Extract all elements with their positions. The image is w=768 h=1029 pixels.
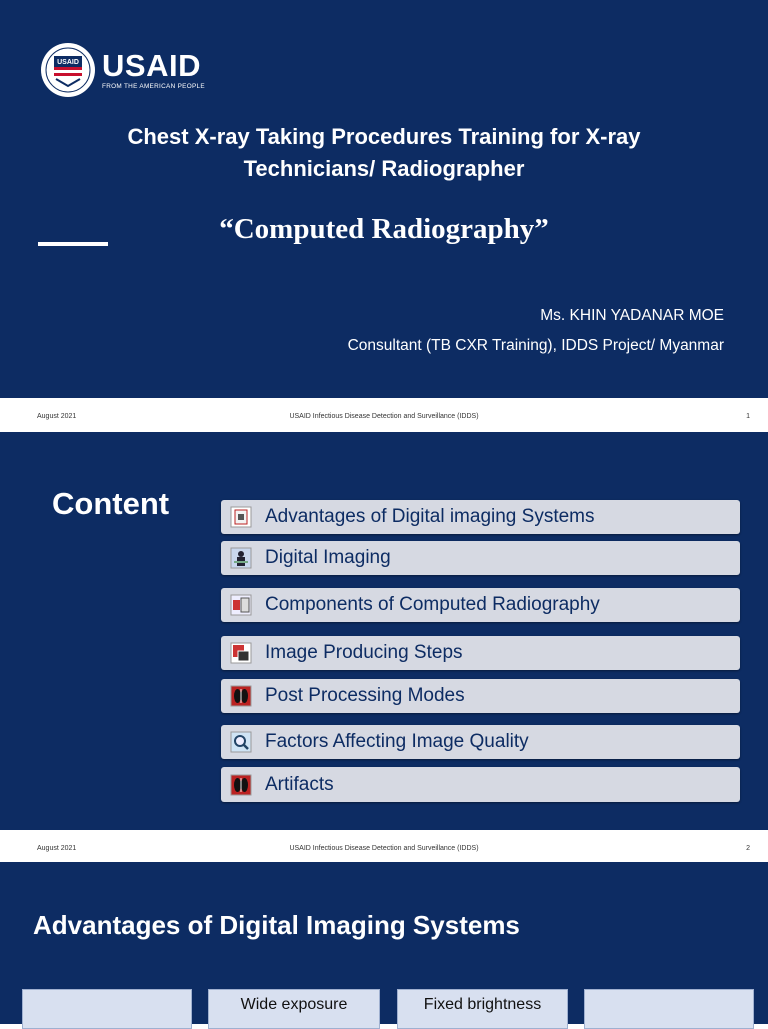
content-item-label: Factors Affecting Image Quality xyxy=(265,731,529,752)
footer-date: August 2021 xyxy=(37,845,77,852)
scanner-icon xyxy=(230,594,252,616)
author-role: Consultant (TB CXR Training), IDDS Project/ Myanmar xyxy=(347,337,724,354)
magnifier-icon xyxy=(230,731,252,753)
content-item-image-quality[interactable] xyxy=(221,725,740,759)
person-icon xyxy=(230,547,252,569)
footer-date: August 2021 xyxy=(37,413,77,420)
advantage-box xyxy=(22,989,192,1029)
slide-footer xyxy=(0,402,768,432)
xray-lungs-icon xyxy=(230,685,252,707)
content-item-post-processing[interactable] xyxy=(221,679,740,713)
content-item-label: Image Producing Steps xyxy=(265,642,463,663)
advantage-box-fixed-brightness: Fixed brightness xyxy=(397,989,568,1029)
content-item-label: Components of Computed Radiography xyxy=(265,594,600,615)
title-line-1: Chest X-ray Taking Procedures Training for X-ray xyxy=(127,124,641,149)
content-heading: Content xyxy=(52,486,170,521)
document-icon xyxy=(230,506,252,528)
advantages-heading: Advantages of Digital Imaging Systems xyxy=(33,910,520,940)
logo-tagline: FROM THE AMERICAN PEOPLE xyxy=(102,82,205,90)
advantage-box xyxy=(584,989,754,1029)
presentation-title xyxy=(60,121,708,185)
monitor-icon xyxy=(230,642,252,664)
presentation-subtitle: “Computed Radiography” xyxy=(219,213,549,245)
content-item-advantages[interactable] xyxy=(221,500,740,534)
content-item-label: Post Processing Modes xyxy=(265,685,465,706)
content-item-artifacts[interactable] xyxy=(221,767,740,802)
content-item-components[interactable] xyxy=(221,588,740,622)
footer-center: USAID Infectious Disease Detection and Surveillance (IDDS) xyxy=(289,413,479,420)
content-item-digital-imaging[interactable] xyxy=(221,541,740,575)
footer-center: USAID Infectious Disease Detection and Surveillance (IDDS) xyxy=(289,845,479,852)
advantage-box-wide-exposure: Wide exposure xyxy=(208,989,380,1029)
footer-page-number: 2 xyxy=(746,845,750,852)
author-name: Ms. KHIN YADANAR MOE xyxy=(540,307,724,324)
svg-text:USAID: USAID xyxy=(57,59,79,66)
xray-lungs-icon xyxy=(230,774,252,796)
content-item-label: Digital Imaging xyxy=(265,547,391,568)
content-item-label: Artifacts xyxy=(265,773,334,795)
title-line-2: Technicians/ Radiographer xyxy=(243,156,525,181)
title-slide xyxy=(0,0,768,398)
slide-footer xyxy=(0,834,768,864)
usaid-seal-icon xyxy=(40,42,96,98)
footer-page-number: 1 xyxy=(746,413,750,420)
content-item-image-producing[interactable] xyxy=(221,636,740,670)
logo-wordmark: USAID xyxy=(102,47,201,83)
usaid-logo xyxy=(40,42,205,98)
content-item-label: Advantages of Digital imaging Systems xyxy=(265,506,595,527)
